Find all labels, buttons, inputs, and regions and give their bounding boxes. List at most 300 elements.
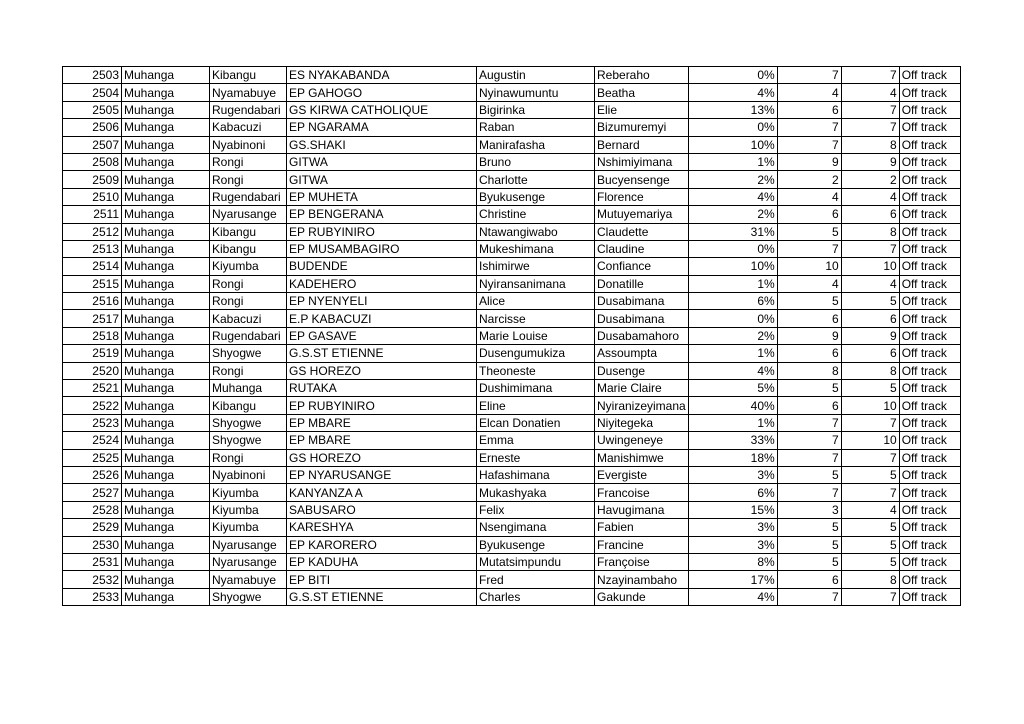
percent-cell: 8% [688,553,777,570]
percent-cell: 2% [688,171,777,188]
first-name-cell: Ishimirwe [477,258,595,275]
table-row [63,153,961,170]
score-b-cell: 7 [841,240,899,257]
sector-cell: Kabacuzi [210,119,287,136]
sector-cell: Kiyumba [210,501,287,518]
school-cell: GS HOREZO [287,449,477,466]
first-name-cell: Bruno [477,153,595,170]
score-b-cell: 5 [841,293,899,310]
table-row [63,345,961,362]
district-cell: Muhanga [122,101,210,118]
sector-cell: Nyarusange [210,536,287,553]
score-b-cell: 10 [841,258,899,275]
district-cell: Muhanga [122,84,210,101]
school-cell: KARESHYA [287,519,477,536]
table-row [63,553,961,570]
school-cell: BUDENDE [287,258,477,275]
school-cell: EP NYENYELI [287,293,477,310]
percent-cell: 1% [688,345,777,362]
score-a-cell: 7 [777,432,841,449]
district-cell: Muhanga [122,153,210,170]
status-cell: Off track [899,571,960,588]
row-number-cell: 2517 [63,310,122,327]
score-b-cell: 7 [841,67,899,84]
score-a-cell: 7 [777,119,841,136]
last-name-cell: Bizumuremyi [595,119,689,136]
first-name-cell: Byukusenge [477,536,595,553]
row-number-cell: 2504 [63,84,122,101]
sector-cell: Kibangu [210,67,287,84]
district-cell: Muhanga [122,414,210,431]
first-name-cell: Nsengimana [477,519,595,536]
last-name-cell: Florence [595,188,689,205]
status-cell: Off track [899,414,960,431]
score-a-cell: 4 [777,84,841,101]
percent-cell: 40% [688,397,777,414]
sector-cell: Kibangu [210,223,287,240]
row-number-cell: 2518 [63,327,122,344]
last-name-cell: Fabien [595,519,689,536]
percent-cell: 5% [688,380,777,397]
status-cell: Off track [899,397,960,414]
first-name-cell: Nyinawumuntu [477,84,595,101]
row-number-cell: 2529 [63,519,122,536]
percent-cell: 0% [688,310,777,327]
score-a-cell: 5 [777,293,841,310]
school-cell: EP MUSAMBAGIRO [287,240,477,257]
last-name-cell: Havugimana [595,501,689,518]
sector-cell: Rugendabari [210,101,287,118]
percent-cell: 13% [688,101,777,118]
table-row [63,136,961,153]
status-cell: Off track [899,188,960,205]
percent-cell: 0% [688,67,777,84]
status-cell: Off track [899,362,960,379]
table-row [63,310,961,327]
score-b-cell: 7 [841,101,899,118]
score-b-cell: 7 [841,588,899,605]
school-cell: EP GAHOGO [287,84,477,101]
score-a-cell: 4 [777,188,841,205]
district-cell: Muhanga [122,484,210,501]
score-a-cell: 3 [777,501,841,518]
score-b-cell: 5 [841,536,899,553]
score-a-cell: 6 [777,206,841,223]
spreadsheet-table [62,66,961,606]
school-cell: G.S.ST ETIENNE [287,345,477,362]
first-name-cell: Augustin [477,67,595,84]
percent-cell: 31% [688,223,777,240]
score-b-cell: 7 [841,414,899,431]
status-cell: Off track [899,240,960,257]
row-number-cell: 2507 [63,136,122,153]
percent-cell: 0% [688,119,777,136]
first-name-cell: Charlotte [477,171,595,188]
row-number-cell: 2516 [63,293,122,310]
district-cell: Muhanga [122,258,210,275]
row-number-cell: 2515 [63,275,122,292]
district-cell: Muhanga [122,293,210,310]
status-cell: Off track [899,501,960,518]
last-name-cell: Francoise [595,484,689,501]
first-name-cell: Marie Louise [477,327,595,344]
percent-cell: 2% [688,327,777,344]
row-number-cell: 2509 [63,171,122,188]
status-cell: Off track [899,327,960,344]
school-cell: GS HOREZO [287,362,477,379]
table-row [63,101,961,118]
district-cell: Muhanga [122,240,210,257]
row-number-cell: 2508 [63,153,122,170]
score-b-cell: 8 [841,223,899,240]
status-cell: Off track [899,223,960,240]
percent-cell: 10% [688,136,777,153]
table-row [63,119,961,136]
district-cell: Muhanga [122,136,210,153]
sector-cell: Rongi [210,153,287,170]
score-b-cell: 9 [841,327,899,344]
sector-cell: Kiyumba [210,484,287,501]
status-cell: Off track [899,275,960,292]
table-row [63,293,961,310]
row-number-cell: 2512 [63,223,122,240]
sector-cell: Shyogwe [210,414,287,431]
district-cell: Muhanga [122,362,210,379]
school-cell: KADEHERO [287,275,477,292]
percent-cell: 1% [688,414,777,431]
score-b-cell: 4 [841,501,899,518]
district-cell: Muhanga [122,345,210,362]
last-name-cell: Claudette [595,223,689,240]
last-name-cell: Evergiste [595,466,689,483]
last-name-cell: Assoumpta [595,345,689,362]
percent-cell: 6% [688,484,777,501]
district-cell: Muhanga [122,310,210,327]
school-cell: EP BITI [287,571,477,588]
first-name-cell: Felix [477,501,595,518]
district-cell: Muhanga [122,67,210,84]
sector-cell: Shyogwe [210,588,287,605]
first-name-cell: Ntawangiwabo [477,223,595,240]
last-name-cell: Claudine [595,240,689,257]
sector-cell: Muhanga [210,380,287,397]
status-cell: Off track [899,519,960,536]
score-b-cell: 7 [841,449,899,466]
sector-cell: Rugendabari [210,188,287,205]
score-b-cell: 6 [841,206,899,223]
percent-cell: 4% [688,588,777,605]
first-name-cell: Alice [477,293,595,310]
last-name-cell: Dusabimana [595,310,689,327]
score-a-cell: 7 [777,67,841,84]
row-number-cell: 2510 [63,188,122,205]
district-cell: Muhanga [122,519,210,536]
table-row [63,484,961,501]
score-a-cell: 6 [777,310,841,327]
table-row [63,466,961,483]
sector-cell: Kibangu [210,240,287,257]
sector-cell: Nyabinoni [210,136,287,153]
table-row [63,449,961,466]
score-a-cell: 4 [777,275,841,292]
first-name-cell: Narcisse [477,310,595,327]
score-b-cell: 8 [841,362,899,379]
status-cell: Off track [899,588,960,605]
district-cell: Muhanga [122,119,210,136]
percent-cell: 4% [688,84,777,101]
first-name-cell: Bigirinka [477,101,595,118]
row-number-cell: 2532 [63,571,122,588]
row-number-cell: 2506 [63,119,122,136]
school-cell: GS.SHAKI [287,136,477,153]
score-a-cell: 6 [777,571,841,588]
sector-cell: Nyabinoni [210,466,287,483]
table-row [63,275,961,292]
school-cell: EP NGARAMA [287,119,477,136]
score-a-cell: 8 [777,362,841,379]
district-cell: Muhanga [122,206,210,223]
percent-cell: 10% [688,258,777,275]
score-b-cell: 8 [841,136,899,153]
first-name-cell: Dushimimana [477,380,595,397]
last-name-cell: Marie Claire [595,380,689,397]
district-cell: Muhanga [122,466,210,483]
district-cell: Muhanga [122,275,210,292]
percent-cell: 1% [688,153,777,170]
last-name-cell: Nyiranizeyimana [595,397,689,414]
score-b-cell: 7 [841,119,899,136]
first-name-cell: Erneste [477,449,595,466]
score-a-cell: 9 [777,327,841,344]
score-b-cell: 8 [841,571,899,588]
percent-cell: 18% [688,449,777,466]
percent-cell: 4% [688,188,777,205]
school-cell: KANYANZA A [287,484,477,501]
percent-cell: 15% [688,501,777,518]
first-name-cell: Eline [477,397,595,414]
table-row [63,501,961,518]
school-cell: RUTAKA [287,380,477,397]
score-b-cell: 4 [841,275,899,292]
score-a-cell: 7 [777,414,841,431]
school-cell: EP MBARE [287,432,477,449]
table-row [63,380,961,397]
last-name-cell: Dusenge [595,362,689,379]
score-a-cell: 7 [777,588,841,605]
first-name-cell: Theoneste [477,362,595,379]
score-b-cell: 10 [841,432,899,449]
school-cell: EP NYARUSANGE [287,466,477,483]
status-cell: Off track [899,466,960,483]
percent-cell: 3% [688,466,777,483]
score-b-cell: 7 [841,484,899,501]
percent-cell: 3% [688,519,777,536]
table-row [63,414,961,431]
score-a-cell: 5 [777,466,841,483]
row-number-cell: 2530 [63,536,122,553]
percent-cell: 1% [688,275,777,292]
sector-cell: Shyogwe [210,432,287,449]
status-cell: Off track [899,553,960,570]
percent-cell: 2% [688,206,777,223]
district-cell: Muhanga [122,188,210,205]
school-cell: EP KADUHA [287,553,477,570]
sector-cell: Rongi [210,449,287,466]
district-cell: Muhanga [122,449,210,466]
status-cell: Off track [899,449,960,466]
first-name-cell: Fred [477,571,595,588]
last-name-cell: Beatha [595,84,689,101]
percent-cell: 33% [688,432,777,449]
score-a-cell: 5 [777,519,841,536]
district-cell: Muhanga [122,380,210,397]
status-cell: Off track [899,101,960,118]
status-cell: Off track [899,119,960,136]
score-a-cell: 10 [777,258,841,275]
sector-cell: Rongi [210,362,287,379]
row-number-cell: 2503 [63,67,122,84]
row-number-cell: 2505 [63,101,122,118]
first-name-cell: Hafashimana [477,466,595,483]
status-cell: Off track [899,84,960,101]
first-name-cell: Mukashyaka [477,484,595,501]
sector-cell: Nyarusange [210,206,287,223]
score-b-cell: 6 [841,345,899,362]
school-cell: EP BENGERANA [287,206,477,223]
score-b-cell: 6 [841,310,899,327]
table-row [63,258,961,275]
district-cell: Muhanga [122,432,210,449]
table-row [63,588,961,605]
table-row [63,223,961,240]
status-cell: Off track [899,206,960,223]
score-a-cell: 7 [777,240,841,257]
first-name-cell: Nyiransanimana [477,275,595,292]
school-cell: SABUSARO [287,501,477,518]
score-b-cell: 10 [841,397,899,414]
row-number-cell: 2533 [63,588,122,605]
table-row [63,206,961,223]
school-cell: GITWA [287,171,477,188]
last-name-cell: Bucyensenge [595,171,689,188]
score-a-cell: 5 [777,380,841,397]
table-row [63,240,961,257]
status-cell: Off track [899,345,960,362]
status-cell: Off track [899,153,960,170]
last-name-cell: Confiance [595,258,689,275]
school-cell: G.S.ST ETIENNE [287,588,477,605]
table-row [63,362,961,379]
score-b-cell: 5 [841,519,899,536]
school-cell: EP MUHETA [287,188,477,205]
score-b-cell: 5 [841,380,899,397]
first-name-cell: Raban [477,119,595,136]
score-a-cell: 6 [777,397,841,414]
last-name-cell: Manishimwe [595,449,689,466]
last-name-cell: Francine [595,536,689,553]
last-name-cell: Donatille [595,275,689,292]
status-cell: Off track [899,67,960,84]
table-row [63,432,961,449]
last-name-cell: Uwingeneye [595,432,689,449]
score-a-cell: 5 [777,536,841,553]
first-name-cell: Manirafasha [477,136,595,153]
school-cell: E.P KABACUZI [287,310,477,327]
sector-cell: Kibangu [210,397,287,414]
row-number-cell: 2527 [63,484,122,501]
row-number-cell: 2520 [63,362,122,379]
school-cell: EP RUBYINIRO [287,223,477,240]
last-name-cell: Bernard [595,136,689,153]
status-cell: Off track [899,310,960,327]
school-cell: EP RUBYINIRO [287,397,477,414]
sector-cell: Nyamabuye [210,571,287,588]
status-cell: Off track [899,258,960,275]
score-b-cell: 5 [841,466,899,483]
percent-cell: 6% [688,293,777,310]
last-name-cell: Dusabamahoro [595,327,689,344]
first-name-cell: Mukeshimana [477,240,595,257]
percent-cell: 4% [688,362,777,379]
school-cell: EP GASAVE [287,327,477,344]
table-row [63,536,961,553]
sector-cell: Rongi [210,171,287,188]
percent-cell: 0% [688,240,777,257]
score-b-cell: 9 [841,153,899,170]
last-name-cell: Nshimiyimana [595,153,689,170]
table-row [63,188,961,205]
row-number-cell: 2525 [63,449,122,466]
score-b-cell: 4 [841,188,899,205]
school-cell: EP MBARE [287,414,477,431]
sector-cell: Kiyumba [210,519,287,536]
last-name-cell: Françoise [595,553,689,570]
sector-cell: Nyarusange [210,553,287,570]
row-number-cell: 2528 [63,501,122,518]
score-a-cell: 6 [777,101,841,118]
last-name-cell: Niyitegeka [595,414,689,431]
score-a-cell: 7 [777,449,841,466]
district-cell: Muhanga [122,588,210,605]
score-a-cell: 5 [777,223,841,240]
row-number-cell: 2514 [63,258,122,275]
district-cell: Muhanga [122,327,210,344]
sector-cell: Nyamabuye [210,84,287,101]
school-cell: EP KARORERO [287,536,477,553]
first-name-cell: Elcan Donatien [477,414,595,431]
table-body [63,67,961,606]
last-name-cell: Dusabimana [595,293,689,310]
score-a-cell: 9 [777,153,841,170]
sector-cell: Rongi [210,293,287,310]
status-cell: Off track [899,293,960,310]
district-cell: Muhanga [122,223,210,240]
status-cell: Off track [899,136,960,153]
score-a-cell: 2 [777,171,841,188]
score-b-cell: 4 [841,84,899,101]
sector-cell: Rugendabari [210,327,287,344]
sector-cell: Rongi [210,275,287,292]
first-name-cell: Christine [477,206,595,223]
score-a-cell: 7 [777,136,841,153]
district-cell: Muhanga [122,553,210,570]
percent-cell: 17% [688,571,777,588]
table-row [63,171,961,188]
row-number-cell: 2531 [63,553,122,570]
school-cell: GITWA [287,153,477,170]
first-name-cell: Dusengumukiza [477,345,595,362]
sector-cell: Kabacuzi [210,310,287,327]
